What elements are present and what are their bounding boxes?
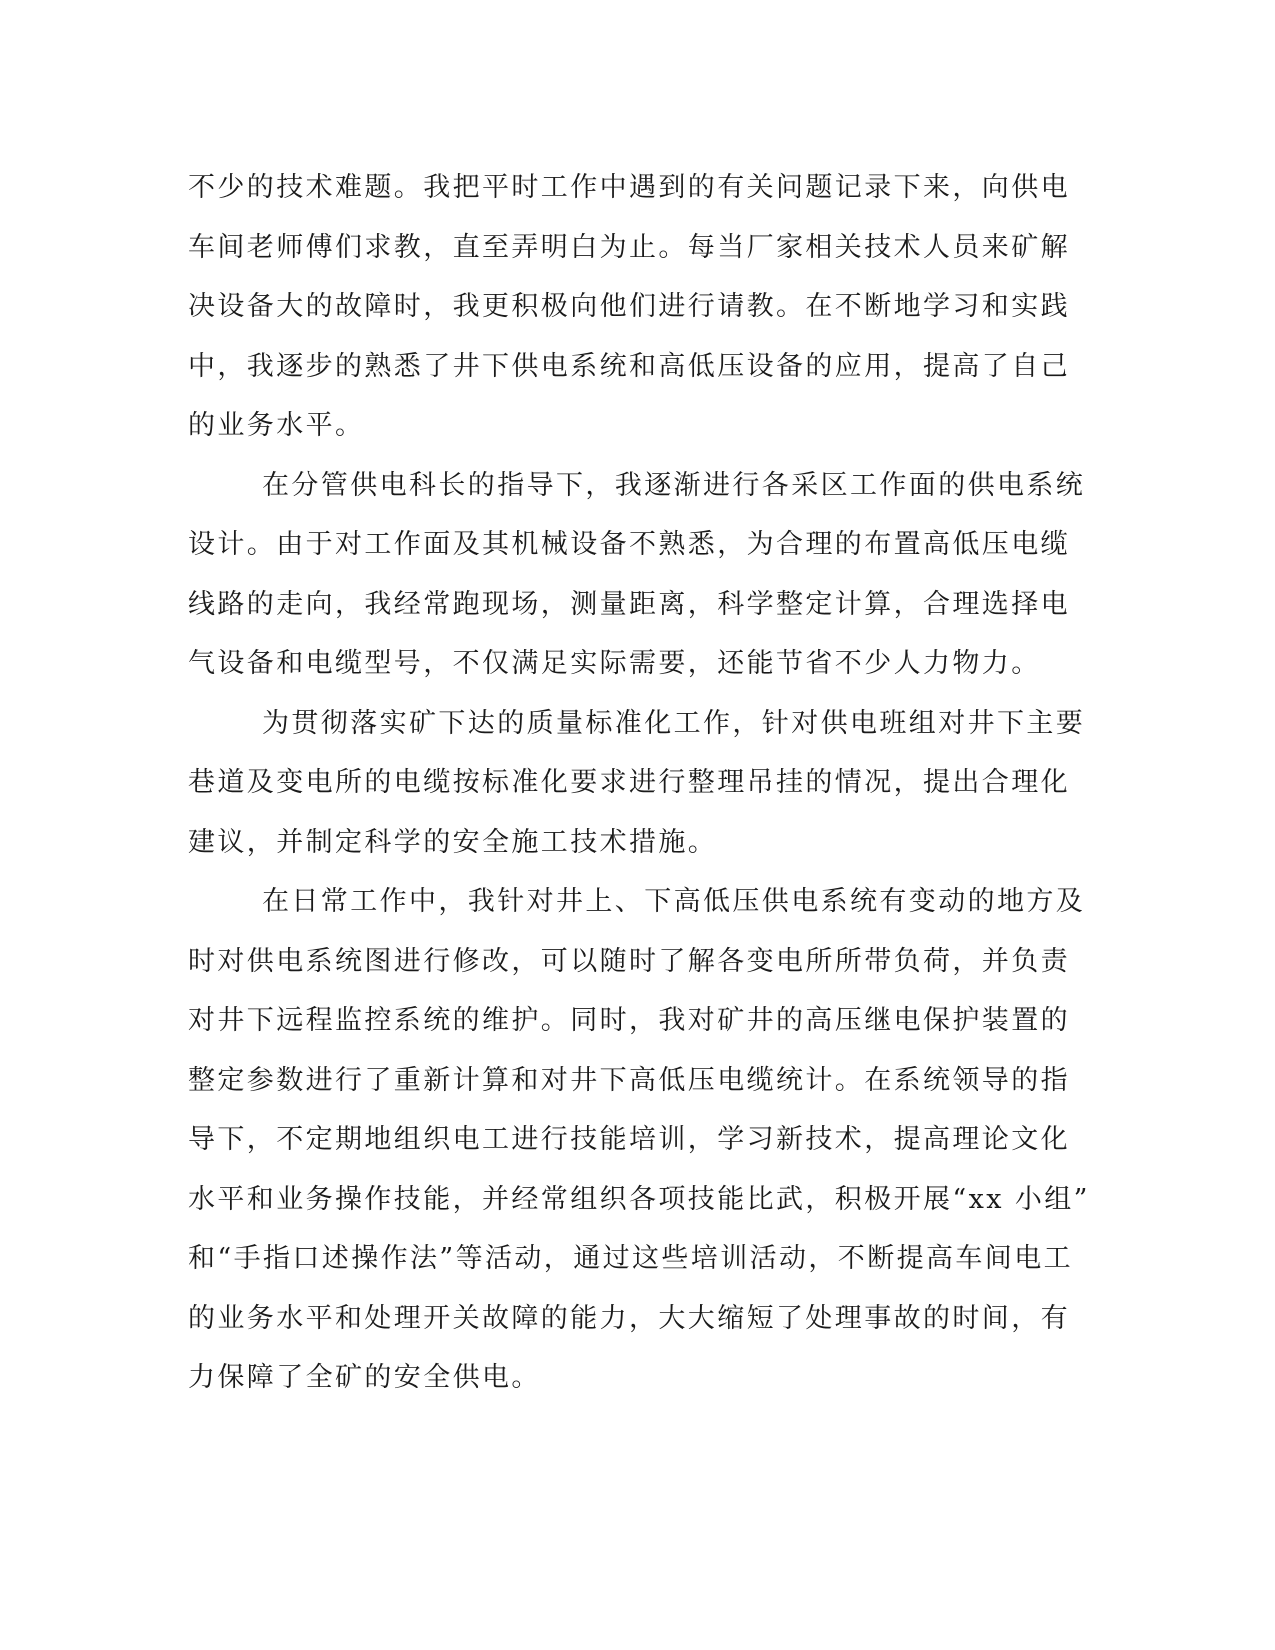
text-line: 时对供电系统图进行修改，可以随时了解各变电所所带负荷，并负责 [188,945,1070,977]
text-line: 线路的走向，我经常跑现场，测量距离，科学整定计算，合理选择电 [188,588,1070,620]
text-line: 决设备大的故障时，我更积极向他们进行请教。在不断地学习和实践 [188,291,1070,322]
text-line: 导下，不定期地组织电工进行技能培训，学习新技术，提高理论文化 [188,1124,1070,1155]
text-line: 不少的技术难题。我把平时工作中遇到的有关问题记录下来，向供电 [188,172,1070,203]
paragraph-first-line: 在分管供电科长的指导下，我逐渐进行各采区工作面的供电系统 [262,469,1086,501]
text-line: 的业务水平。 [188,410,365,441]
text-line: 的业务水平和处理开关故障的能力，大大缩短了处理事故的时间，有 [188,1302,1070,1334]
text-line: 力保障了全矿的安全供电。 [188,1362,541,1393]
paragraph-first-line: 为贯彻落实矿下达的质量标准化工作，针对供电班组对井下主要 [262,707,1086,739]
text-line: 气设备和电缆型号，不仅满足实际需要，还能节省不少人力物力。 [188,648,1041,679]
text-line: 车间老师傅们求教，直至弄明白为止。每当厂家相关技术人员来矿解 [188,231,1070,263]
text-line: 水平和业务操作技能，并经常组织各项技能比武，积极开展“xx 小组” [188,1183,1090,1215]
text-line: 设计。由于对工作面及其机械设备不熟悉，为合理的布置高低压电缆 [188,529,1070,560]
text-line: 和“手指口述操作法”等活动，通过这些培训活动，不断提高车间电工 [188,1243,1074,1274]
text-line: 中，我逐步的熟悉了井下供电系统和高低压设备的应用，提高了自己 [188,350,1070,382]
text-line: 巷道及变电所的电缆按标准化要求进行整理吊挂的情况，提出合理化 [188,767,1070,798]
paragraph-first-line: 在日常工作中，我针对井上、下高低压供电系统有变动的地方及 [262,886,1086,917]
text-line: 整定参数进行了重新计算和对井下高低压电缆统计。在系统领导的指 [188,1064,1070,1096]
document-body [188,158,1090,1408]
text-line: 对井下远程监控系统的维护。同时，我对矿井的高压继电保护装置的 [188,1005,1070,1036]
text-line: 建议，并制定科学的安全施工技术措施。 [188,826,718,858]
